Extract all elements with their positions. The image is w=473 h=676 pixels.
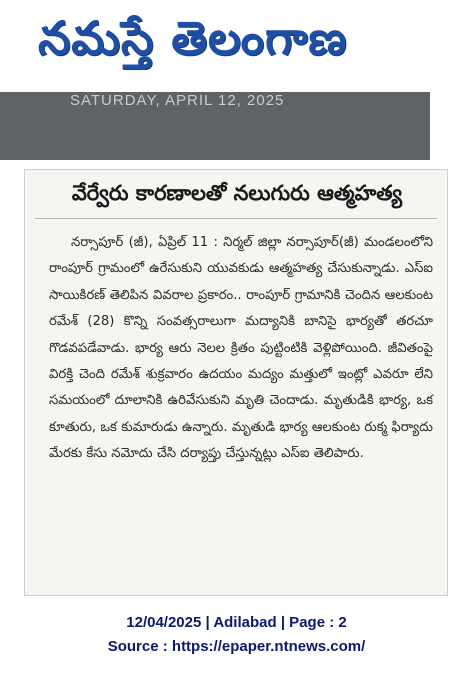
masthead [0, 0, 473, 100]
clipping-source: Source : https://epaper.ntnews.com/ [107, 638, 366, 655]
date-band [0, 92, 430, 160]
article-clipping [24, 169, 448, 596]
newspaper-logo: నమస్తే తెలంగాణ [38, 11, 348, 65]
headline-divider [35, 218, 437, 219]
article-headline: వేర్వేరు కారణాలతో నలుగురు ఆత్మహత్య [71, 181, 403, 205]
edition-date: SATURDAY, APRIL 12, 2025 [70, 92, 285, 109]
clipping-meta: 12/04/2025 | Adilabad | Page : 2 [126, 614, 347, 631]
article-body: నర్సాపూర్ (జీ), ఏప్రిల్ 11 : నిర్మల్ జిల్లా నర్సాపూర్(జీ) మండలంలోని రాంపూర్ గ్రామంలో ఉరేసుకుని యువకుడు ఆత్మహత్య చేసుకున్నాడు. ఎస్ఐ సాయికిరణ్ తెలిపిన వివరాల ప్రకారం.. రాంపూర్ గ్రామానికి చెందిన ఆలకుంట రమేశ్ (28) కొన్ని సంవత్సరాలుగా మద్యానికి బానిసై భార్యతో తరచూ గొడవపడేవాడు. భార్య ఆరు నెలల క్రితం పుట్టింటికి వెళ్లిపోయింది. జీవితంపై విరక్తి చెంది రమేశ్ శుక్రవారం ఉదయం మద్యం మత్తులో ఇంట్లో ఎవరూ లేని సమయంలో దూలానికి ఉరివేసుకుని మృతి చెందాడు. మృతుడికి భార్య, ఒక కూతురు, ఒక కుమారుడు ఉన్నారు. మృతుడి భార్య ఆలకుంట రుక్మ ఫిర్యాదు మేరకు కేసు నమోదు చేసి దర్యాప్తు చేస్తున్నట్లు ఎస్ఐ తెలిపారు. [49, 235, 433, 462]
